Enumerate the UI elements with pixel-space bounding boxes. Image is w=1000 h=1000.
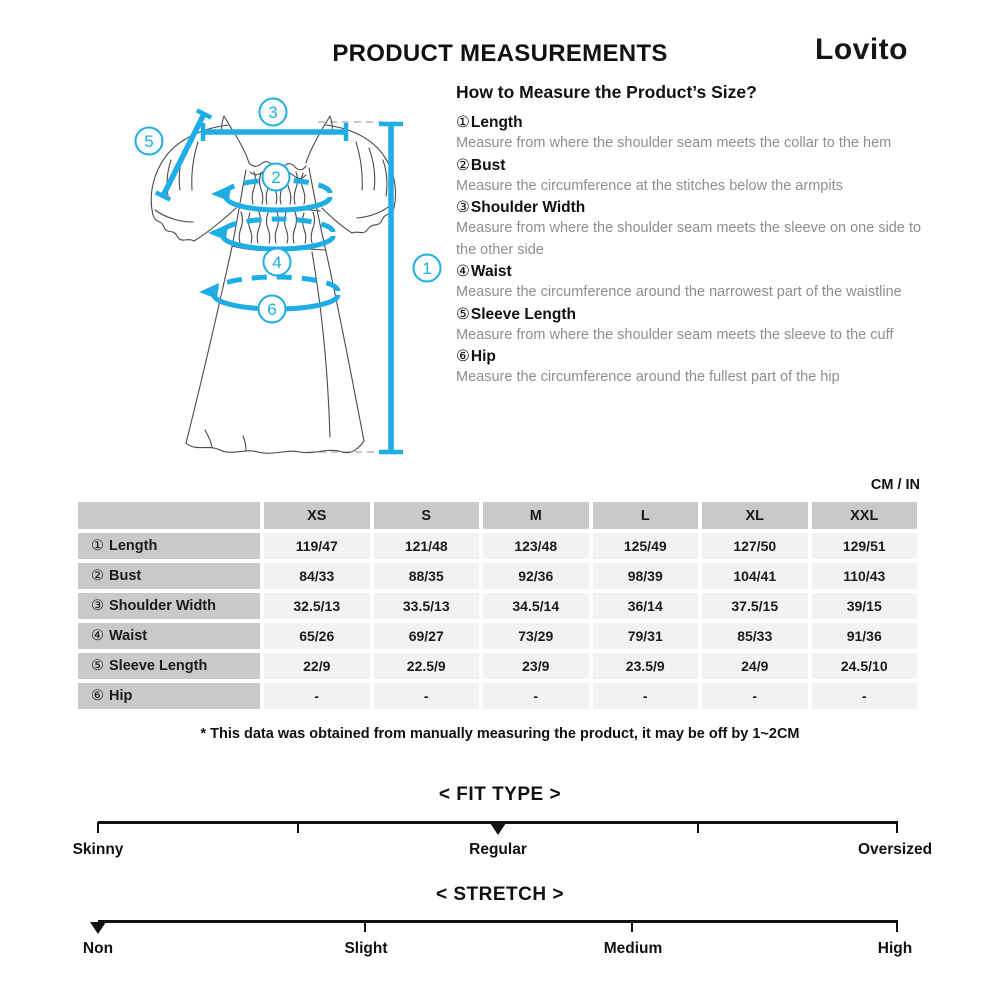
size-value: 119/47 <box>264 533 370 559</box>
size-col-header: M <box>483 502 589 529</box>
callout-1 <box>414 255 441 282</box>
item-description: Measure from where the shoulder seam meets the collar to the hem <box>456 135 892 151</box>
size-value: - <box>374 683 480 709</box>
size-value: 24/9 <box>702 653 808 679</box>
item-description: Measure the circumference around the fullest part of the hip <box>456 369 840 385</box>
size-value: 98/39 <box>593 563 699 589</box>
size-value: 34.5/14 <box>483 593 589 619</box>
corner-cell <box>78 502 260 529</box>
item-description: Measure the circumference at the stitches below the armpits <box>456 177 843 194</box>
item-label: Length <box>470 114 523 131</box>
callout-3 <box>260 99 287 126</box>
size-value: 23.5/9 <box>593 653 699 679</box>
row-label: Shoulder Width <box>109 598 216 614</box>
how-to-item-hip <box>456 346 934 389</box>
size-value: 85/33 <box>702 623 808 649</box>
size-value: 23/9 <box>483 653 589 679</box>
item-number: ⑥ <box>456 348 470 365</box>
fit-type-tick <box>697 822 699 833</box>
size-value: 69/27 <box>374 623 480 649</box>
fit-type-tick <box>97 822 99 833</box>
size-col-header: L <box>593 502 699 529</box>
guide-lines <box>307 122 383 452</box>
stretch-label-medium: Medium <box>603 940 663 957</box>
size-value: 92/36 <box>483 563 589 589</box>
size-value: - <box>593 683 699 709</box>
size-value: 36/14 <box>593 593 699 619</box>
how-to-item-waist <box>456 261 934 304</box>
callout-6 <box>259 296 286 323</box>
measurements-table <box>74 498 921 713</box>
fit-type-heading: < FIT TYPE > <box>438 784 562 805</box>
how-to-item-length <box>456 112 934 155</box>
size-value: 125/49 <box>593 533 699 559</box>
how-to-measure-section <box>456 82 934 389</box>
row-label: Length <box>109 538 158 554</box>
table-row-length <box>78 533 917 559</box>
fit-type-label-skinny: Skinny <box>72 841 124 858</box>
stretch-label-high: High <box>877 940 913 957</box>
stretch-label-non: Non <box>82 940 114 957</box>
size-value: 24.5/10 <box>812 653 918 679</box>
item-label: Waist <box>470 263 512 280</box>
item-label: Sleeve Length <box>470 305 576 323</box>
size-value: 37.5/15 <box>702 593 808 619</box>
size-value: 123/48 <box>483 533 589 559</box>
size-value: 84/33 <box>264 563 370 589</box>
size-value: - <box>812 683 918 709</box>
size-col-header: XXL <box>812 502 918 529</box>
size-value: 127/50 <box>702 533 808 559</box>
footnote: * This data was obtained from manually measuring the product, it may be off by 1~2CM <box>200 726 800 742</box>
size-value: 73/29 <box>483 623 589 649</box>
fit-type-label-regular: Regular <box>469 841 527 858</box>
svg-text:3: 3 <box>268 103 278 122</box>
table-header-row <box>78 502 917 529</box>
row-number: ③ <box>91 598 104 614</box>
stretch-tick <box>631 921 633 932</box>
item-description: Measure from where the shoulder seam meets the sleeve to the cuff <box>456 326 894 343</box>
stretch-label-slight: Slight <box>344 940 388 957</box>
item-number: ⑤ <box>456 305 470 323</box>
svg-text:5: 5 <box>144 132 154 151</box>
page-title: PRODUCT MEASUREMENTS <box>332 40 668 67</box>
callout-5 <box>136 128 163 155</box>
size-col-header: S <box>374 502 480 529</box>
size-value: 121/48 <box>374 533 480 559</box>
row-label: Bust <box>109 568 142 584</box>
item-label: Hip <box>470 348 496 365</box>
length-marker <box>379 124 403 452</box>
item-description: Measure from where the shoulder seam meets the sleeve on one side to the other side <box>456 220 922 258</box>
size-value: - <box>264 683 370 709</box>
item-description: Measure the circumference around the narrowest part of the waistline <box>456 284 902 300</box>
size-value: - <box>702 683 808 709</box>
row-number: ① <box>91 538 104 554</box>
row-number: ② <box>91 568 104 584</box>
size-value: 65/26 <box>264 623 370 649</box>
stretch-tick <box>364 921 366 932</box>
callout-4 <box>264 249 291 276</box>
size-value: 39/15 <box>812 593 918 619</box>
row-number: ④ <box>91 628 104 644</box>
row-number: ⑤ <box>91 658 104 674</box>
size-value: 104/41 <box>702 563 808 589</box>
fit-type-tick <box>297 822 299 833</box>
item-number: ② <box>456 156 470 174</box>
brand-logo: Lovito <box>815 33 908 66</box>
how-to-heading: How to Measure the Product’s Size? <box>456 82 757 102</box>
size-value: 91/36 <box>812 623 918 649</box>
size-col-header: XS <box>264 502 370 529</box>
item-number: ④ <box>456 263 470 280</box>
item-number: ① <box>456 114 470 131</box>
table-row-shoulder-width <box>78 593 917 619</box>
how-to-item-shoulder-width <box>456 197 934 261</box>
size-value: 88/35 <box>374 563 480 589</box>
callout-2 <box>263 164 290 191</box>
item-label: Shoulder Width <box>470 199 586 216</box>
svg-text:1: 1 <box>422 259 432 278</box>
size-value: 22/9 <box>264 653 370 679</box>
size-value: 22.5/9 <box>374 653 480 679</box>
size-value: 79/31 <box>593 623 699 649</box>
size-value: 33.5/13 <box>374 593 480 619</box>
how-to-item-sleeve-length <box>456 304 934 347</box>
units-label: CM / IN <box>870 477 920 493</box>
row-label: Waist <box>109 628 148 644</box>
how-to-item-bust <box>456 155 934 198</box>
fit-type-marker <box>490 823 506 835</box>
row-number: ⑥ <box>91 688 104 704</box>
fit-type-tick <box>896 822 898 833</box>
table-row-bust <box>78 563 917 589</box>
stretch-scale-line <box>98 920 898 923</box>
table-row-sleeve-length <box>78 653 917 679</box>
dress-illustration <box>95 85 450 475</box>
size-value: 129/51 <box>812 533 918 559</box>
size-value: 32.5/13 <box>264 593 370 619</box>
size-value: 110/43 <box>812 563 918 589</box>
table-row-hip <box>78 683 917 709</box>
row-label: Sleeve Length <box>109 658 208 674</box>
svg-text:4: 4 <box>272 253 282 272</box>
svg-text:6: 6 <box>267 300 277 319</box>
size-col-header: XL <box>702 502 808 529</box>
row-label: Hip <box>109 688 133 704</box>
svg-text:2: 2 <box>271 168 281 187</box>
stretch-heading: < STRETCH > <box>436 884 564 905</box>
stretch-marker <box>90 922 106 934</box>
table-row-waist <box>78 623 917 649</box>
size-value: - <box>483 683 589 709</box>
item-number: ③ <box>456 199 470 216</box>
fit-type-label-oversized: Oversized <box>857 841 933 858</box>
stretch-tick <box>896 921 898 932</box>
item-label: Bust <box>470 156 506 174</box>
